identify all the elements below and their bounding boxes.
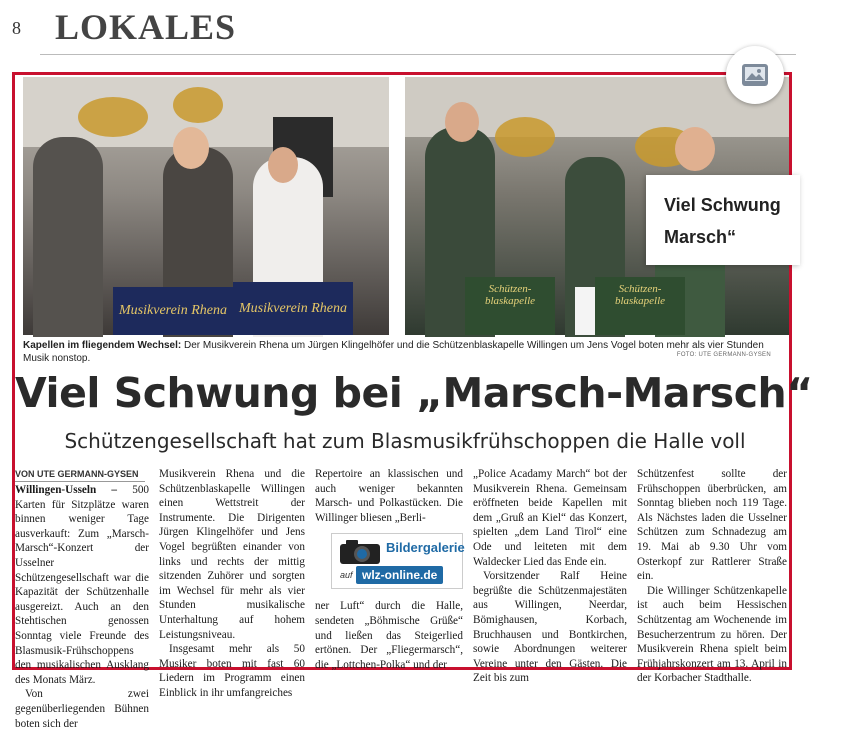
photo-musikverein-rhena[interactable] (23, 77, 389, 335)
paragraph: „Police Acadamy March“ bot der Musikverein Rhena. Gemeinsam eröffneten beide Kapellen mit dem „Gruß an Kiel“ das Konzert, spielten „dem Land Tirol“ eine Ode und leiteten mit dem Waldecker Lied das Ende ein. (473, 468, 627, 568)
camera-icon (338, 538, 382, 566)
tooltip-line: Viel Schwung (664, 195, 781, 215)
paragraph: Die Willinger Schützenkapelle ist auch beim Hessischen Schützentag am Wochenende im Besucherzentrum zu hören. Der Musikverein Rhena spielt beim Frühjahrskonzert am 13. April in der Korbacher Stadthalle. (637, 584, 787, 685)
paragraph: Vorsitzender Ralf Heine begrüßte die Schützenmajestäten aus Willingen, Neerdar, Bömighausen, Korbach, Bruchhausen und Bontkirchen, sowie Abordnungen weiterer Vereine unter den Gästen. Die Zeit bis zum (473, 570, 627, 685)
subheadline: Schützengesellschaft hat zum Blasmusikfrühschoppen die Halle voll (64, 429, 746, 453)
article-column-1 (15, 483, 150, 730)
gallery-prefix: auf (340, 570, 353, 580)
dateline: Willingen-Usseln – (15, 484, 118, 496)
paragraph: Musikverein Rhena und die Schützenblaskapelle Willingen einen Wettstreit der Instrumente. Die Dirigenten Jürgen Klingelhöfer und Jens Vogel begrüßten einander von links und rechts der mittig sitzenden Zuhörer und sorgten im Wechsel für mehr als vier Stunden musikalische Unterhaltung auf hohem Leistungsniveau. (159, 468, 305, 641)
author-byline: VON UTE GERMANN-GYSEN (15, 469, 145, 482)
article-column-2 (159, 467, 305, 699)
section-title: LOKALES (55, 7, 237, 47)
page-number: 8 (12, 18, 21, 38)
music-stand-banner: Schützen-blaskapelle (465, 277, 555, 335)
image-icon (741, 63, 769, 87)
page-header (0, 0, 800, 60)
article-column-4 (473, 467, 627, 685)
article-column-5 (637, 467, 787, 685)
view-image-button[interactable] (726, 46, 784, 104)
headline: Viel Schwung bei „Marsch-Marsch“ (15, 369, 813, 417)
header-divider (40, 54, 796, 55)
caption-lead: Kapellen im fliegendem Wechsel: (23, 340, 182, 351)
paragraph: Repertoire an klassischen und auch weniger bekannten Marsch- und Polkastücken. Die Willinger bliesen „Berli- (315, 468, 463, 524)
paragraph: Von zwei gegenüberliegenden Bühnen boten sich der (15, 688, 149, 730)
gallery-url[interactable]: wlz-online.de (356, 566, 443, 584)
paragraph: Insgesamt mehr als 50 Musiker boten mit fast 60 Liedern im Programm einen Einblick in ihr umfangreiches (159, 643, 305, 699)
paragraph: Schützenfest sollte der Frühschoppen überbrücken, am Sonntag blieben noch 119 Tage. Als Nächstes laden die Usselner Schützen zum Schnadezug am 19. Mai ab 9.30 Uhr vom Osterkopf zur Rattlerer Straße ein. (637, 468, 787, 583)
photo-caption (23, 339, 783, 365)
headline-tooltip (646, 175, 800, 265)
music-stand-banner: Musikverein Rhena (113, 287, 233, 335)
article[interactable] (12, 72, 813, 730)
gallery-link[interactable] (331, 533, 463, 589)
gallery-title: Bildergalerie (386, 540, 465, 555)
paragraph: 500 Karten für Sitzplätze waren binnen weniger Tage ausverkauft: Zum „Marsch-Marsch“-Konzert der Usselner Schützengesellschaft war die Kapazität der Schützenhalle ausgereizt. Auch an den Stehtischen genossen Sonntag viele Freunde des Blasmusik-Frühschoppens den musikalischen Ausklang des Monats März. (15, 484, 150, 686)
music-stand-banner: Schützen-blaskapelle (595, 277, 685, 335)
tooltip-line: Marsch“ (664, 227, 737, 247)
music-stand-banner: Musikverein Rhena (233, 282, 353, 335)
tooltip-text (664, 189, 864, 253)
caption-text: Der Musikverein Rhena um Jürgen Klingelhöfer und die Schützenblaskapelle Willingen um Jens Vogel boten mehr als vier Stunden Musik nonstop. (23, 340, 764, 364)
paragraph: ner Luft“ durch die Halle, sendeten „Böhmische Grüße“ und ließen das Steigerlied ertönen. Der „Fliegermarsch“, die „Lottchen-Polka“ und der (315, 600, 463, 671)
photo-credit: FOTO: UTE GERMANN-GYSEN (676, 352, 771, 358)
